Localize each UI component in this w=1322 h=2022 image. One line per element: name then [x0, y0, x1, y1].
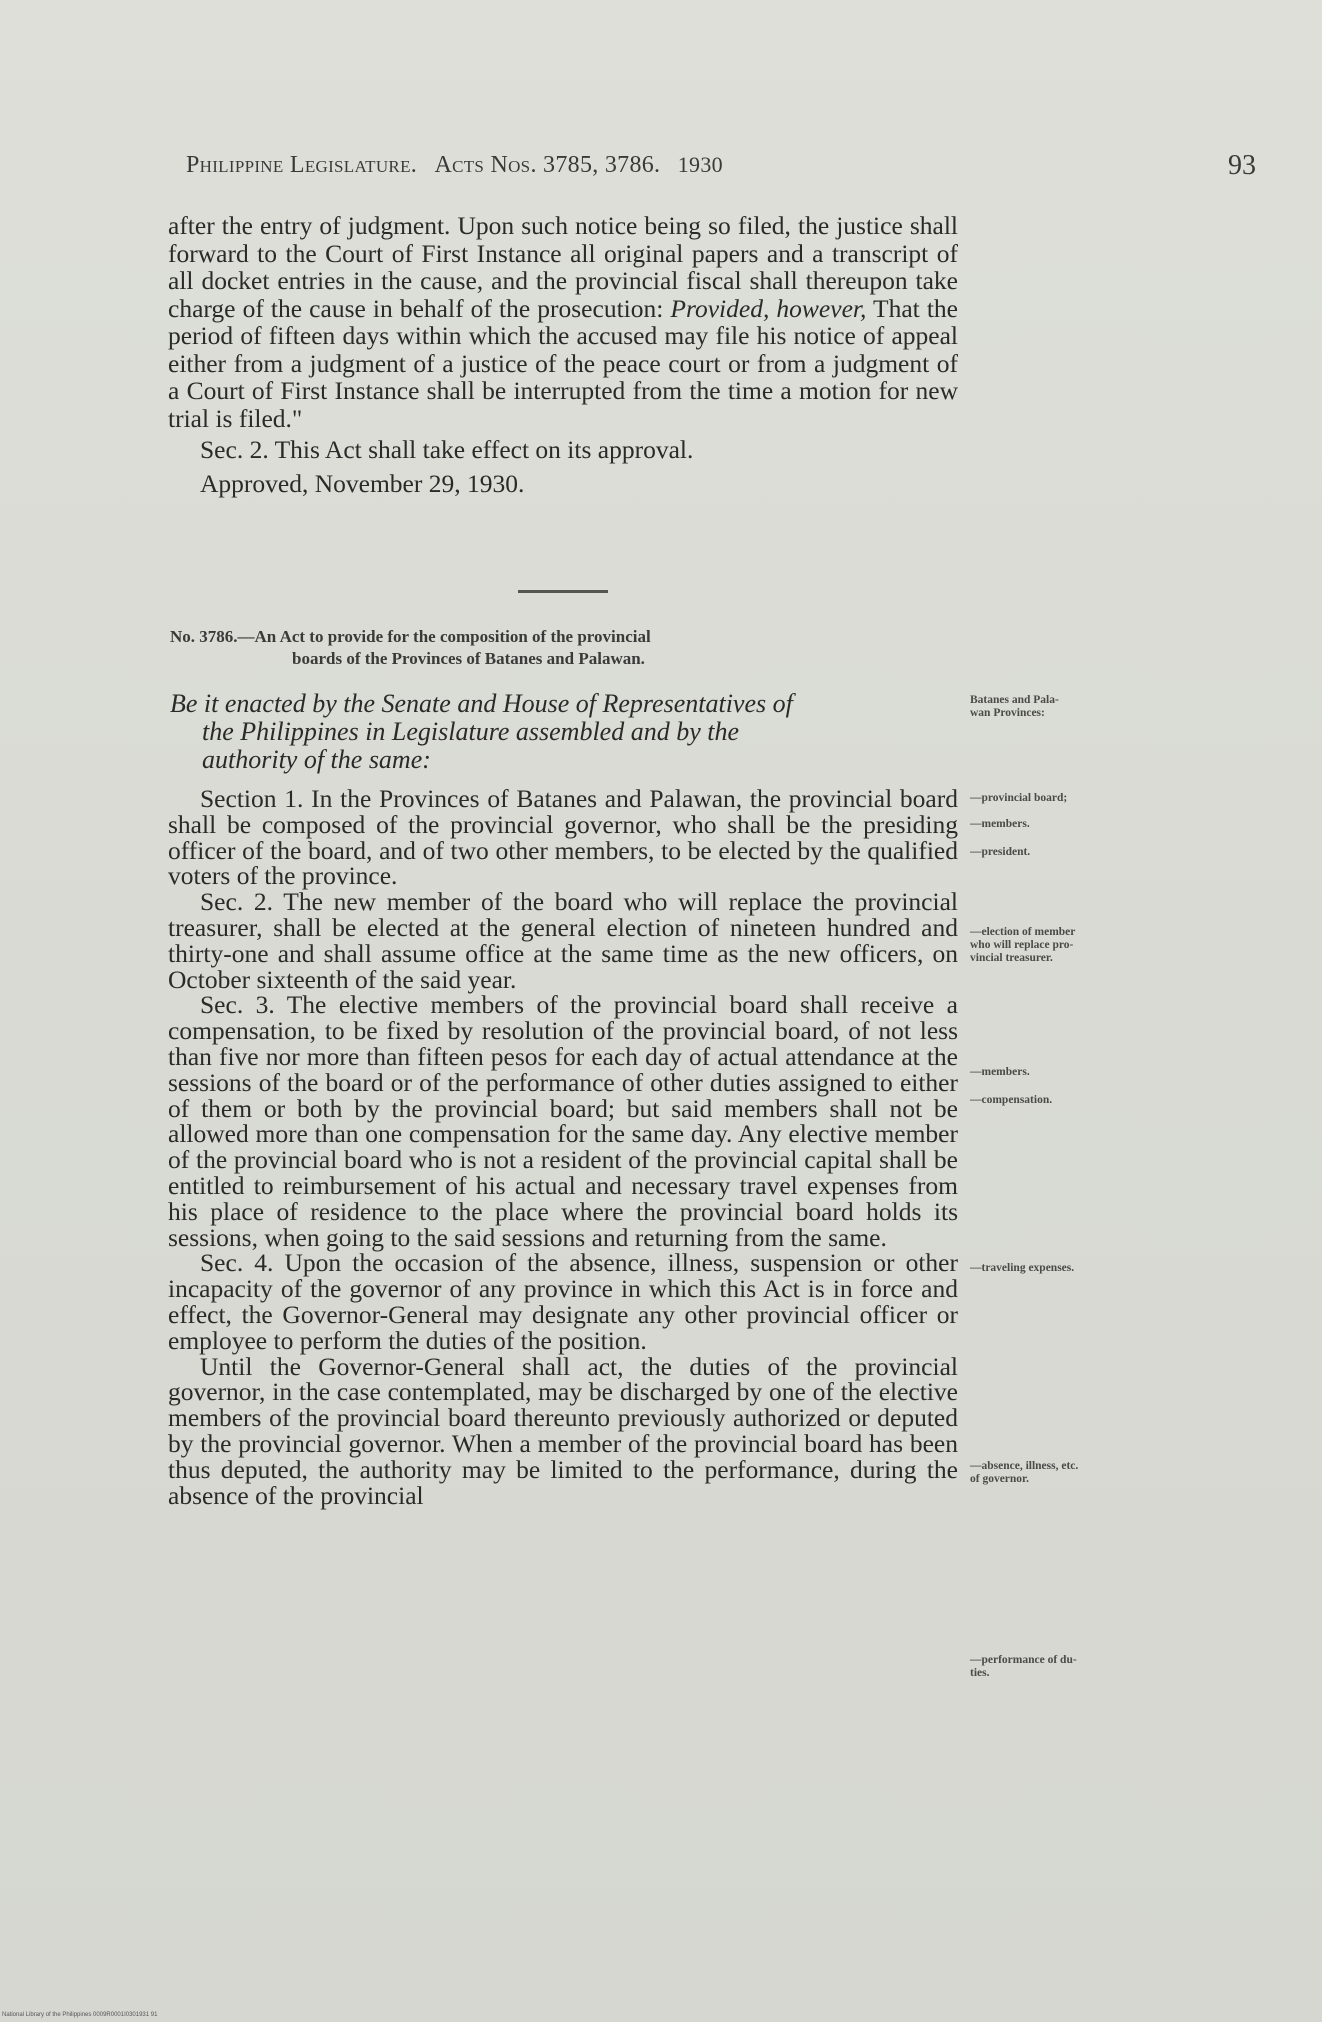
header-acts: Acts Nos. 3785, 3786. [434, 152, 661, 178]
section-2-effect: Sec. 2. This Act shall take effect on its approval. [200, 435, 694, 464]
margin-note-absence [970, 1460, 1180, 1486]
margin-note-compensation: —compensation. [970, 1094, 1053, 1106]
section-1: Section 1. In the Provinces of Batanes and Palawan, the provincial board shall be composed of the provincial governor, who shall be the presiding officer of the board, and of two other members, to be elected by the qualified voters of the province. [168, 784, 958, 891]
continuation-text-2: That the period of fifteen days within which the accused may file his notice of appeal either from a judgment of a justice of the peace court or from a judgment of a Court of First Instance shall be interrupted from the time a motion for new trial is filed." [168, 293, 958, 433]
margin-note-line: wan Provinces: [970, 707, 1045, 719]
margin-note-batanes [970, 694, 1180, 720]
margin-note-line: vincial treasurer. [970, 952, 1053, 964]
continuation-text-1: after the entry of judgment. Upon such notice being so filed, the justice shall forward to the Court of First Instance all original papers and a transcript of all docket entries in the cause, and the provincial fiscal shall thereupon take charge of the cause in behalf of the prosecution: [168, 211, 958, 323]
enacting-clause [170, 690, 960, 774]
scan-footer: National Library of the Philippines 0009R0001I0301931 91 [2, 2012, 158, 2018]
enacting-line-1: Be it enacted by the Senate and House of Representatives of [170, 689, 793, 718]
act-title-line-2: boards of the Provinces of Batanes and Palawan. [292, 649, 645, 668]
proviso-label: Provided, however, [670, 293, 867, 323]
section-4-continued: Until the Governor-General shall act, the duties of the provincial governor, in the case contemplated, may be discharged by one of the elective members of the provincial board thereunto previously authorized or deputed by the provincial governor. When a member of the provincial board has been thus deputed, the authority may be limited to the performance, during the absence of the provincial [168, 1351, 958, 1510]
margin-note-election [970, 926, 1180, 965]
approval-date: Approved, November 29, 1930. [200, 468, 525, 498]
margin-note-performance [970, 1654, 1180, 1680]
margin-note-members: —members. [970, 818, 1030, 830]
act-title-line-1: No. 3786.—An Act to provide for the composition of the provincial [170, 627, 651, 646]
section-3: Sec. 3. The elective members of the provincial board shall receive a compensation, to be fixed by resolution of the provincial board, of not less than five nor more than fifteen pesos for each day of actual attendance at the sessions of the board or of the performance of other duties assigned to either of them or both by the provincial board; but said members shall not be allowed more than one compensation for the same day. Any elective member of the provincial board who is not a resident of the provincial capital shall be entitled to reimbursement of his actual and necessary travel expenses from his place of residence to the place where the provincial board holds its sessions, when going to the said sessions and returning from the same. [168, 990, 958, 1252]
margin-note-line: —absence, illness, etc. [970, 1460, 1079, 1472]
margin-note-line: ties. [970, 1667, 990, 1679]
margin-note-line: Batanes and Pala- [970, 694, 1059, 706]
margin-note-line: of governor. [970, 1473, 1029, 1485]
section-2: Sec. 2. The new member of the board who will replace the provincial treasurer, shall be elected at the general election of nineteen hundred and thirty-one and shall assume office at the same time as the new officers, on October sixteenth of the said year. [168, 887, 958, 994]
act-3786-body [168, 786, 958, 1508]
margin-note-line: —performance of du- [970, 1654, 1077, 1666]
enacting-line-2: the Philippines in Legislature assembled and by the [202, 717, 740, 746]
margin-note-line: —election of member [970, 926, 1076, 938]
running-header [186, 152, 936, 179]
act-3786-title [170, 626, 960, 670]
margin-note-members-2: —members. [970, 1066, 1030, 1078]
enacting-line-3: authority of the same: [202, 745, 431, 774]
header-year: 1930 [677, 152, 723, 177]
margin-note-traveling: —traveling expenses. [970, 1262, 1075, 1274]
section-4: Sec. 4. Upon the occasion of the absence, illness, suspension or other incapacity of the governor of any province in which this Act is in force and effect, the Governor-General may designate any other provincial officer or employee to perform the duties of the position. [168, 1248, 958, 1355]
page-number: 93 [1228, 150, 1256, 181]
header-legislature: Philippine Legislature. [186, 152, 418, 178]
margin-note-line: who will replace pro- [970, 939, 1074, 951]
margin-note-president: —president. [970, 846, 1031, 858]
section-divider [518, 590, 608, 593]
margin-note-provincial-board: —provincial board; [970, 792, 1068, 804]
continuation-block [168, 212, 958, 497]
continuation-paragraph [168, 212, 958, 432]
